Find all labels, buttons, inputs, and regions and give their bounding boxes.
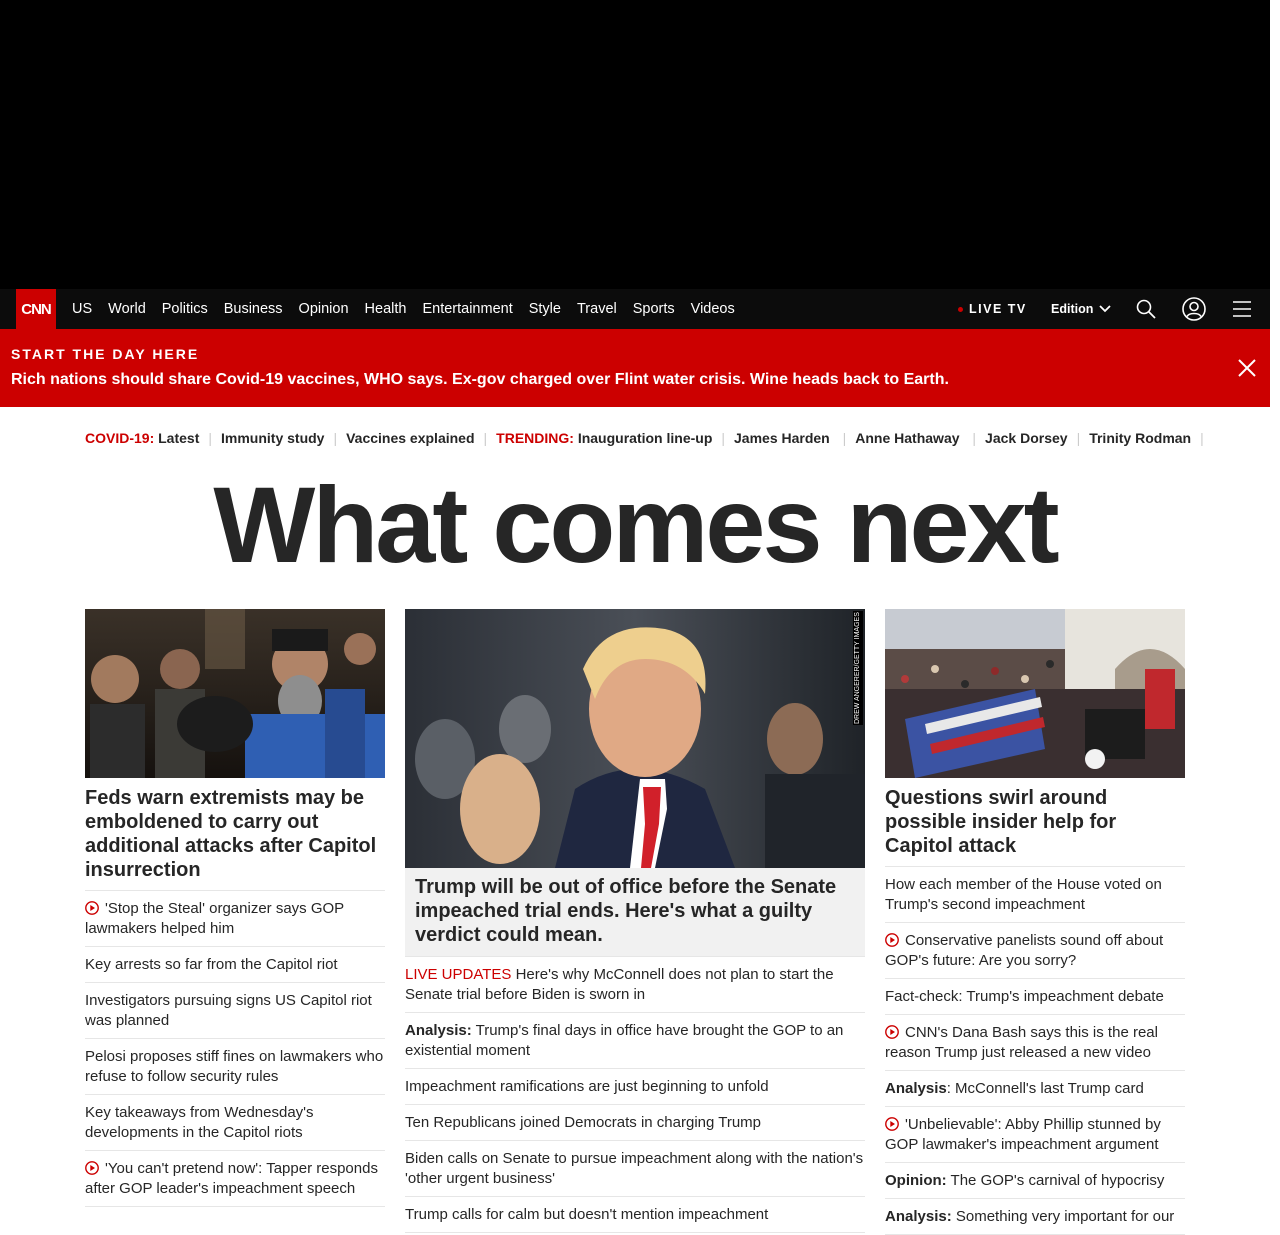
- account-icon[interactable]: [1182, 297, 1206, 321]
- list-item[interactable]: [885, 979, 1185, 1015]
- nav-link-politics[interactable]: Politics: [161, 301, 208, 317]
- top-nav: [0, 289, 1270, 329]
- list-item-text: 'You can't pretend now': Tapper responds after GOP leader's impeachment speech: [85, 1160, 378, 1197]
- live-tv-button[interactable]: [958, 289, 1027, 329]
- list-item[interactable]: [885, 1163, 1185, 1199]
- list-item-text: 'Unbelievable': Abby Phillip stunned by GOP lawmaker's impeachment argument: [885, 1116, 1161, 1153]
- list-item[interactable]: [885, 1071, 1185, 1107]
- trump-photo[interactable]: [405, 609, 865, 868]
- list-item-lead: Analysis: [885, 1080, 947, 1097]
- live-tv-label: LIVE TV: [969, 302, 1027, 316]
- middle-column: [405, 609, 865, 1233]
- nav-link-business[interactable]: Business: [223, 301, 283, 317]
- nav-link-us[interactable]: US: [72, 301, 93, 317]
- left-column: [85, 609, 385, 1207]
- play-icon: [885, 1117, 899, 1131]
- list-item-text: Trump calls for calm but doesn't mention impeachment: [405, 1206, 769, 1223]
- list-item-text: Trump's final days in office have brought the GOP to an existential moment: [405, 1022, 844, 1059]
- trending-link[interactable]: Immunity study: [221, 430, 325, 446]
- start-the-day-banner[interactable]: [0, 329, 1270, 407]
- list-item-text: Ten Republicans joined Democrats in charging Trump: [405, 1114, 762, 1131]
- trending-tag: TRENDING:: [496, 430, 574, 446]
- list-item-text: 'Stop the Steal' organizer says GOP lawmakers helped him: [85, 900, 344, 937]
- list-item[interactable]: [885, 1015, 1185, 1071]
- play-icon: [885, 1025, 899, 1039]
- play-icon: [85, 1161, 99, 1175]
- list-item[interactable]: [85, 1151, 385, 1207]
- banner-text[interactable]: Rich nations should share Covid-19 vaccines, WHO says. Ex-gov charged over Flint water crisis. Wine heads back to Earth.: [11, 371, 949, 388]
- ad-area: [0, 0, 1270, 289]
- list-item-text: Something very important for our: [951, 1208, 1175, 1225]
- banner-label: START THE DAY HERE: [11, 346, 200, 362]
- list-item-text: : McConnell's last Trump card: [946, 1080, 1144, 1097]
- edition-label: Edition: [1051, 302, 1094, 316]
- capitol-attack-photo[interactable]: [885, 609, 1185, 778]
- trending-link[interactable]: Jack Dorsey: [985, 430, 1068, 446]
- capitol-riot-photo[interactable]: [85, 609, 385, 778]
- related-links: [885, 866, 1185, 1235]
- list-item[interactable]: [405, 1069, 865, 1105]
- list-item[interactable]: [85, 1039, 385, 1095]
- related-links: [85, 890, 385, 1207]
- chevron-down-icon: [1099, 305, 1111, 313]
- list-item[interactable]: [405, 1197, 865, 1233]
- list-item-text: Here's why McConnell does not plan to start the Senate trial before Biden is sworn in: [405, 966, 834, 1003]
- trending-bar: COVID-19: Latest | Immunity study | Vaccines explained | TRENDING: Inauguration line-up | James Harden | Anne Hathaway | Jack Dorsey | Trinity Rodman |: [85, 430, 1204, 446]
- related-links: [405, 956, 865, 1233]
- nav-link-videos[interactable]: Videos: [690, 301, 735, 317]
- card-title[interactable]: Trump will be out of office before the Senate impeached trial ends. Here's what a guilty verdict could mean.: [405, 868, 865, 956]
- search-icon[interactable]: [1134, 297, 1158, 321]
- list-item-text: Conservative panelists sound off about GOP's future: Are you sorry?: [885, 932, 1164, 969]
- photo-credit: DREW ANGERER/GETTY IMAGES: [854, 612, 861, 724]
- list-item[interactable]: [885, 867, 1185, 923]
- trending-link[interactable]: James Harden: [734, 430, 830, 446]
- list-item-text: Key takeaways from Wednesday's developments in the Capitol riots: [85, 1104, 314, 1141]
- play-icon: [85, 901, 99, 915]
- list-item[interactable]: [885, 1199, 1185, 1235]
- card-title[interactable]: Questions swirl around possible insider help for Capitol attack: [885, 787, 1117, 857]
- list-item-text: Pelosi proposes stiff fines on lawmakers who refuse to follow security rules: [85, 1048, 384, 1085]
- list-item[interactable]: [85, 891, 385, 947]
- trending-link[interactable]: Inauguration line-up: [577, 430, 713, 446]
- list-item-text: Fact-check: Trump's impeachment debate: [885, 988, 1164, 1005]
- trending-link[interactable]: Anne Hathaway: [855, 430, 960, 446]
- trending-link[interactable]: Trinity Rodman: [1089, 430, 1192, 446]
- list-item[interactable]: [85, 983, 385, 1039]
- list-item[interactable]: [405, 1105, 865, 1141]
- menu-icon[interactable]: [1230, 297, 1254, 321]
- edition-dropdown[interactable]: [1051, 289, 1111, 329]
- nav-link-style[interactable]: Style: [528, 301, 561, 317]
- list-item-lead: Analysis:: [405, 1022, 472, 1039]
- list-item-text: Investigators pursuing signs US Capitol riot was planned: [85, 992, 372, 1029]
- covid-tag: COVID-19:: [85, 430, 155, 446]
- list-item[interactable]: [85, 947, 385, 983]
- list-item-lead: Analysis:: [885, 1208, 952, 1225]
- right-column: [885, 609, 1185, 1235]
- list-item-text: Key arrests so far from the Capitol riot: [85, 956, 338, 973]
- list-item[interactable]: [405, 1013, 865, 1069]
- trending-link[interactable]: Vaccines explained: [346, 430, 475, 446]
- live-dot-icon: [958, 307, 963, 312]
- play-icon: [885, 933, 899, 947]
- nav-link-sports[interactable]: Sports: [632, 301, 675, 317]
- nav-link-opinion[interactable]: Opinion: [298, 301, 349, 317]
- list-item[interactable]: [405, 957, 865, 1013]
- list-item-text: Biden calls on Senate to pursue impeachment along with the nation's 'other urgent business': [405, 1150, 864, 1187]
- nav-link-health[interactable]: Health: [364, 301, 407, 317]
- main-headline[interactable]: What comes next: [213, 464, 1057, 585]
- list-item[interactable]: [885, 923, 1185, 979]
- list-item-text: Impeachment ramifications are just beginning to unfold: [405, 1078, 769, 1095]
- cnn-logo[interactable]: CNN: [16, 289, 56, 329]
- nav-links: [72, 289, 735, 329]
- list-item-text: The GOP's carnival of hypocrisy: [946, 1172, 1165, 1189]
- list-item-text: How each member of the House voted on Trump's second impeachment: [885, 876, 1162, 913]
- close-icon[interactable]: [1236, 357, 1258, 379]
- live-updates-label: LIVE UPDATES: [405, 966, 512, 983]
- nav-link-travel[interactable]: Travel: [576, 301, 617, 317]
- list-item[interactable]: [885, 1107, 1185, 1163]
- list-item[interactable]: [405, 1141, 865, 1197]
- list-item-text: CNN's Dana Bash says this is the real reason Trump just released a new video: [885, 1024, 1158, 1061]
- trending-link[interactable]: Latest: [158, 430, 200, 446]
- list-item[interactable]: [85, 1095, 385, 1151]
- list-item-lead: Opinion:: [885, 1172, 947, 1189]
- card-title[interactable]: Feds warn extremists may be emboldened to carry out additional attacks after Capitol insurrection: [85, 787, 377, 881]
- nav-link-entertainment[interactable]: Entertainment: [422, 301, 513, 317]
- nav-link-world[interactable]: World: [108, 301, 146, 317]
